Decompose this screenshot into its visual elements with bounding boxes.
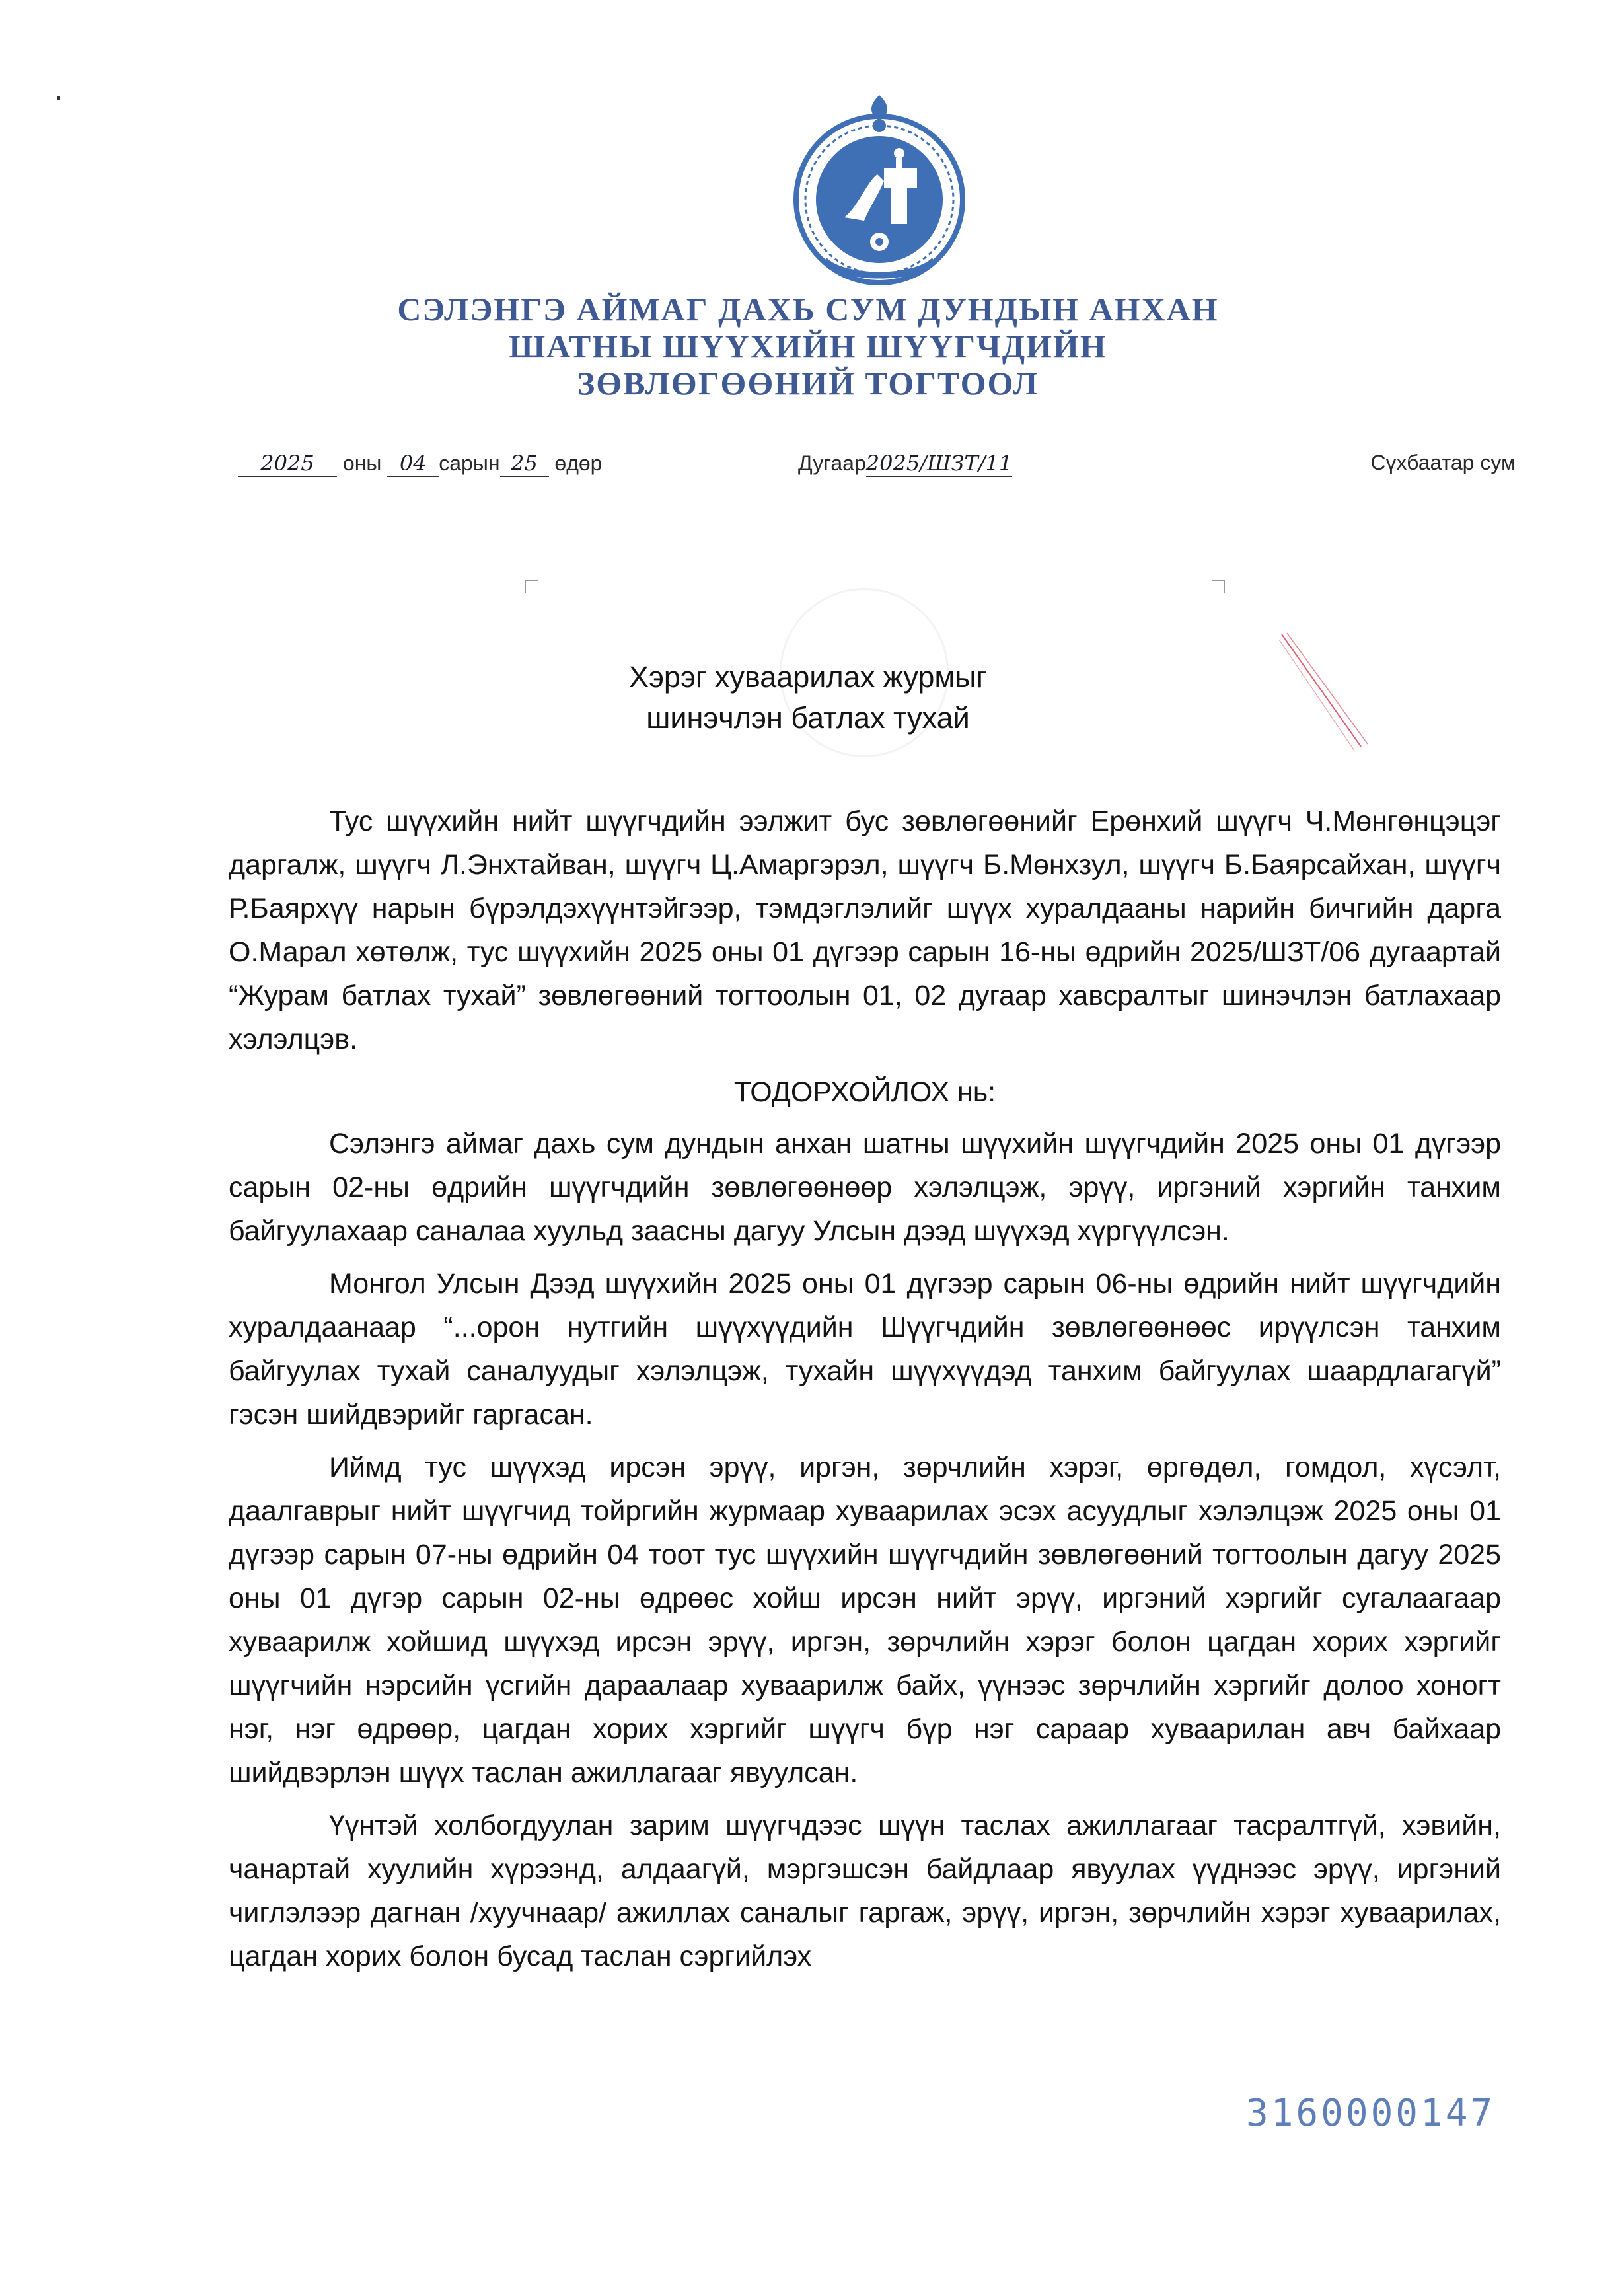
date-line xyxy=(238,451,602,477)
title-line-2: шинэчлэн батлах тухай xyxy=(646,701,970,735)
scan-speck xyxy=(57,96,60,100)
document-body xyxy=(229,799,1501,1987)
paragraph-3: Монгол Улсын Дээд шүүхийн 2025 оны 01 дүгээр сарын 06-ны өдрийн нийт шүүгчдийн хуралдаанаар “...орон нутгийн шүүхүүдийн Шүүгчдийн зөвлөгөөнөөс ирүүлсэн танхим байгуулах тухай саналуудыг хэлэлцэж, тухайн шүүхүүдэд танхим байгуулах шаардлагагүй” гэсэн шийдвэрийг гаргасан. xyxy=(229,1268,1501,1430)
paragraph-5: Үүнтэй холбогдуулан зарим шүүгчдээс шүүн таслах ажиллагааг тасралтгүй, хэвийн, чанартай хуулийн хүрээнд, алдаагүй, мэргэшсэн байдлаар явуулах үүднээс эрүү, иргэний чиглэлээр дагнан /хуучнаар/ ажиллах саналыг гаргаж, эрүү, иргэн, зөрчлийн хэрэг хуваарилах, цагдан хорих болон бусад таслан сэргийлэх xyxy=(229,1810,1501,1972)
header-line-2: ШАТНЫ ШҮҮХИЙН ШҮҮГЧДИЙН xyxy=(509,328,1107,365)
date-day-suffix: өдөр xyxy=(554,451,603,475)
paragraph-1: Тус шүүхийн нийт шүүгчдийн ээлжит бус зөвлөгөөнийг Ерөнхий шүүгч Ч.Мөнгөнцэцэг даргалж, шүүгч Л.Энхтайван, шүүгч Ц.Амаргэрэл, шүүгч Б.Мөнхзул, шүүгч Б.Баярсайхан, шүүгч Р.Баярхүү нарын бүрэлдэхүүнтэйгээр, тэмдэглэлийг шүүх хуралдааны нарийн бичгийн дарга О.Марал хөтөлж, тус шүүхийн 2025 оны 01 дүгээр сарын 16-ны өдрийн 2025/ШЗТ/06 дугаартай “Журам батлах тухай” зөвлөгөөний тогтоолын 01, 02 дугаар хавсралтыг шинэчлэн батлахаар хэлэлцэв. xyxy=(229,805,1501,1055)
place: Сүхбаатар сум xyxy=(1370,451,1516,474)
title-line-1: Хэрэг хуваарилах журмыг xyxy=(628,660,988,694)
date-month: 04 xyxy=(387,451,439,477)
registration-number: 3160000147 xyxy=(1246,2092,1496,2135)
document-title xyxy=(0,657,1616,739)
number-label: Дугаар xyxy=(798,451,866,475)
document-number xyxy=(798,451,1012,477)
header-line-3: ЗӨВЛӨГӨӨНИЙ ТОГТООЛ xyxy=(577,365,1039,402)
corner-mark-left xyxy=(525,580,538,593)
paragraph-2: Сэлэнгэ аймаг дахь сум дундын анхан шатны шүүхийн шүүгчдийн 2025 оны 01 дүгээр сарын 02-ны өдрийн шүүгчдийн зөвлөгөөнөөр хэлэлцэж, эрүү, иргэний хэргийн танхим байгуулахаар саналаа хуульд заасны дагуу Улсын дээд шүүхэд хүргүүлсэн. xyxy=(229,1128,1501,1247)
section-heading: ТОДОРХОЙЛОХ нь: xyxy=(733,1076,996,1108)
date-year: 2025 xyxy=(238,451,337,477)
number-value: 2025/ШЗТ/11 xyxy=(865,451,1013,476)
paragraph-4: Иймд тус шүүхэд ирсэн эрүү, иргэн, зөрчлийн хэрэг, өргөдөл, гомдол, хүсэлт, даалгаврыг нийт шүүгчид тойргийн журмаар хуваарилах эсэх асуудлыг хэлэлцэж 2025 оны 01 дүгээр сарын 07-ны өдрийн 04 тоот тус шүүхийн шүүгчдийн зөвлөгөөний тогтоолын дагуу 2025 оны 01 дүгэр сарын 02-ны өдрөөс хойш ирсэн нийт эрүү, иргэний хэргийг сугалаагаар хуваарилж хойшид шүүхэд ирсэн эрүү, иргэн, зөрчлийн хэрэг болон цагдан хорих хэргийг шүүгчийн нэрсийн үсгийн дараалаар хуваарилж байх, үүнээс зөрчлийн хэргийг долоо хоногт нэг, нэг өдрөөр, цагдан хорих хэргийг шүүгч бүр нэг сараар хуваарилан авч байхаар шийдвэрлэн шүүх таслан ажиллагааг явуулсан. xyxy=(229,1452,1501,1789)
date-month-suffix: сарын xyxy=(439,451,500,475)
state-emblem xyxy=(785,82,974,287)
date-year-suffix: оны xyxy=(342,451,382,475)
corner-mark-right xyxy=(1212,580,1225,593)
date-day: 25 xyxy=(500,451,549,477)
header-line-1: СЭЛЭНГЭ АЙМАГ ДАХЬ СУМ ДУНДЫН АНХАН xyxy=(397,291,1219,328)
document-header xyxy=(0,291,1616,402)
